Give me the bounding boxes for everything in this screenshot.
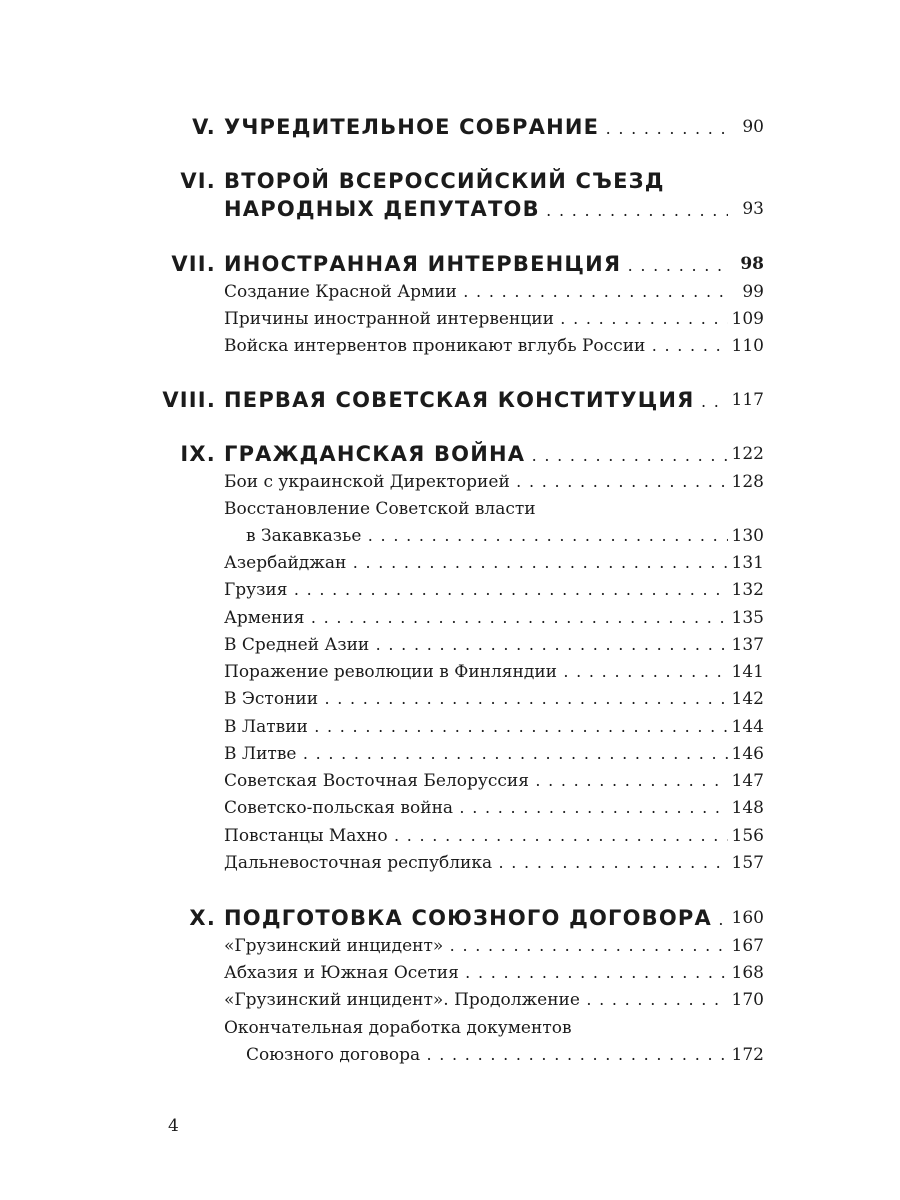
toc-section bbox=[0, 958, 900, 988]
page-number: 157 bbox=[731, 853, 764, 873]
chapter-title-line-1: ВТОРОЙ ВСЕРОССИЙСКИЙ СЪЕЗД bbox=[224, 169, 665, 193]
folio-page-number: 4 bbox=[168, 1116, 179, 1136]
page-number: 135 bbox=[731, 608, 764, 628]
page-number: 130 bbox=[731, 526, 764, 546]
page-number: 168 bbox=[731, 963, 764, 983]
toc-section bbox=[0, 494, 900, 524]
page-number: 98 bbox=[740, 254, 764, 274]
page-number: 93 bbox=[742, 199, 764, 219]
toc-chapter-vii bbox=[0, 249, 900, 279]
toc-chapter-v bbox=[0, 112, 900, 142]
page-number: 147 bbox=[731, 771, 764, 791]
toc-section bbox=[0, 712, 900, 742]
toc-section bbox=[0, 467, 900, 497]
toc-section bbox=[0, 793, 900, 823]
toc-chapter-viii bbox=[0, 385, 900, 415]
section-title: В Эстонии . . . bbox=[224, 684, 728, 714]
toc-section bbox=[0, 821, 900, 851]
section-title: В Латвии . . . bbox=[224, 712, 728, 742]
section-title: Поражение революции в Финляндии . . . bbox=[224, 657, 728, 687]
toc-chapter-x bbox=[0, 903, 900, 933]
toc-chapter-ix bbox=[0, 439, 900, 469]
page-number: 167 bbox=[731, 936, 764, 956]
page-number: 160 bbox=[731, 908, 764, 928]
page-number: 122 bbox=[731, 444, 764, 464]
section-title: В Средней Азии . . . bbox=[224, 630, 728, 660]
section-title: Повстанцы Махно . . . bbox=[224, 821, 728, 851]
chapter-number: VII. bbox=[171, 252, 216, 276]
page-number: 99 bbox=[742, 282, 764, 302]
chapter-number: VI. bbox=[180, 169, 216, 193]
section-title: Абхазия и Южная Осетия . . . bbox=[224, 958, 728, 988]
chapter-title-line-2: НАРОДНЫХ ДЕПУТАТОВ . . . bbox=[224, 194, 728, 226]
toc-section bbox=[0, 766, 900, 796]
toc-section bbox=[0, 277, 900, 307]
toc-section bbox=[0, 684, 900, 714]
toc-section bbox=[0, 548, 900, 578]
chapter-title: ПЕРВАЯ СОВЕТСКАЯ КОНСТИТУЦИЯ . . . bbox=[224, 385, 728, 417]
section-title: В Литве . . . bbox=[224, 739, 728, 769]
toc-section bbox=[0, 575, 900, 605]
section-title: Советско-польская война . . . bbox=[224, 793, 728, 823]
toc-section bbox=[0, 630, 900, 660]
toc-section bbox=[0, 848, 900, 878]
section-title-line-1: Окончательная доработка документов bbox=[224, 1018, 572, 1038]
page-number: 172 bbox=[731, 1045, 764, 1065]
toc-chapter-vi-cont bbox=[0, 194, 900, 224]
toc-section bbox=[0, 739, 900, 769]
chapter-number: IX. bbox=[180, 442, 216, 466]
section-title: Грузия . . . bbox=[224, 575, 728, 605]
section-title: «Грузинский инцидент». Продолжение . . . bbox=[224, 985, 728, 1015]
toc-section-cont bbox=[0, 521, 900, 551]
page-number: 132 bbox=[731, 580, 764, 600]
section-title-line-2: в Закавказье . . . bbox=[246, 521, 728, 551]
page-number: 110 bbox=[731, 336, 764, 356]
chapter-title: ГРАЖДАНСКАЯ ВОЙНА . . . bbox=[224, 439, 728, 471]
section-title: «Грузинский инцидент» . . . bbox=[224, 931, 728, 961]
chapter-title: УЧРЕДИТЕЛЬНОЕ СОБРАНИЕ . . . bbox=[224, 112, 728, 144]
section-title-line-2: Союзного договора . . . bbox=[246, 1040, 728, 1070]
page-number: 148 bbox=[731, 798, 764, 818]
section-title: Создание Красной Армии . . . bbox=[224, 277, 728, 307]
section-title: Причины иностранной интервенции . . . bbox=[224, 304, 728, 334]
toc-section-cont bbox=[0, 1040, 900, 1070]
section-title: Дальневосточная республика . . . bbox=[224, 848, 728, 878]
page-number: 137 bbox=[731, 635, 764, 655]
page-number: 170 bbox=[731, 990, 764, 1010]
section-title: Бои с украинской Директорией . . . bbox=[224, 467, 728, 497]
toc-section bbox=[0, 657, 900, 687]
section-title: Советская Восточная Белоруссия . . . bbox=[224, 766, 728, 796]
page-number: 131 bbox=[731, 553, 764, 573]
page-number: 128 bbox=[731, 472, 764, 492]
toc-section bbox=[0, 931, 900, 961]
page-number: 141 bbox=[731, 662, 764, 682]
page-number: 117 bbox=[731, 390, 764, 410]
chapter-title: ПОДГОТОВКА СОЮЗНОГО ДОГОВОРА . . . bbox=[224, 903, 728, 935]
chapter-number: VIII. bbox=[162, 388, 216, 412]
toc-section bbox=[0, 603, 900, 633]
toc-section bbox=[0, 331, 900, 361]
chapter-number: V. bbox=[192, 115, 216, 139]
section-title: Войска интервентов проникают вглубь России . . . bbox=[224, 331, 728, 361]
toc-section bbox=[0, 1013, 900, 1043]
section-title-line-1: Восстановление Советской власти bbox=[224, 499, 536, 519]
chapter-title: ИНОСТРАННАЯ ИНТЕРВЕНЦИЯ . . . bbox=[224, 249, 728, 281]
section-title: Азербайджан . . . bbox=[224, 548, 728, 578]
page-number: 144 bbox=[731, 717, 764, 737]
toc-section bbox=[0, 304, 900, 334]
page-number: 156 bbox=[731, 826, 764, 846]
chapter-number: X. bbox=[189, 906, 216, 930]
toc-chapter-vi bbox=[0, 166, 900, 196]
page-number: 109 bbox=[731, 309, 764, 329]
page-number: 146 bbox=[731, 744, 764, 764]
page-number: 90 bbox=[742, 117, 764, 137]
page-number: 142 bbox=[731, 689, 764, 709]
section-title: Армения . . . bbox=[224, 603, 728, 633]
toc-section bbox=[0, 985, 900, 1015]
